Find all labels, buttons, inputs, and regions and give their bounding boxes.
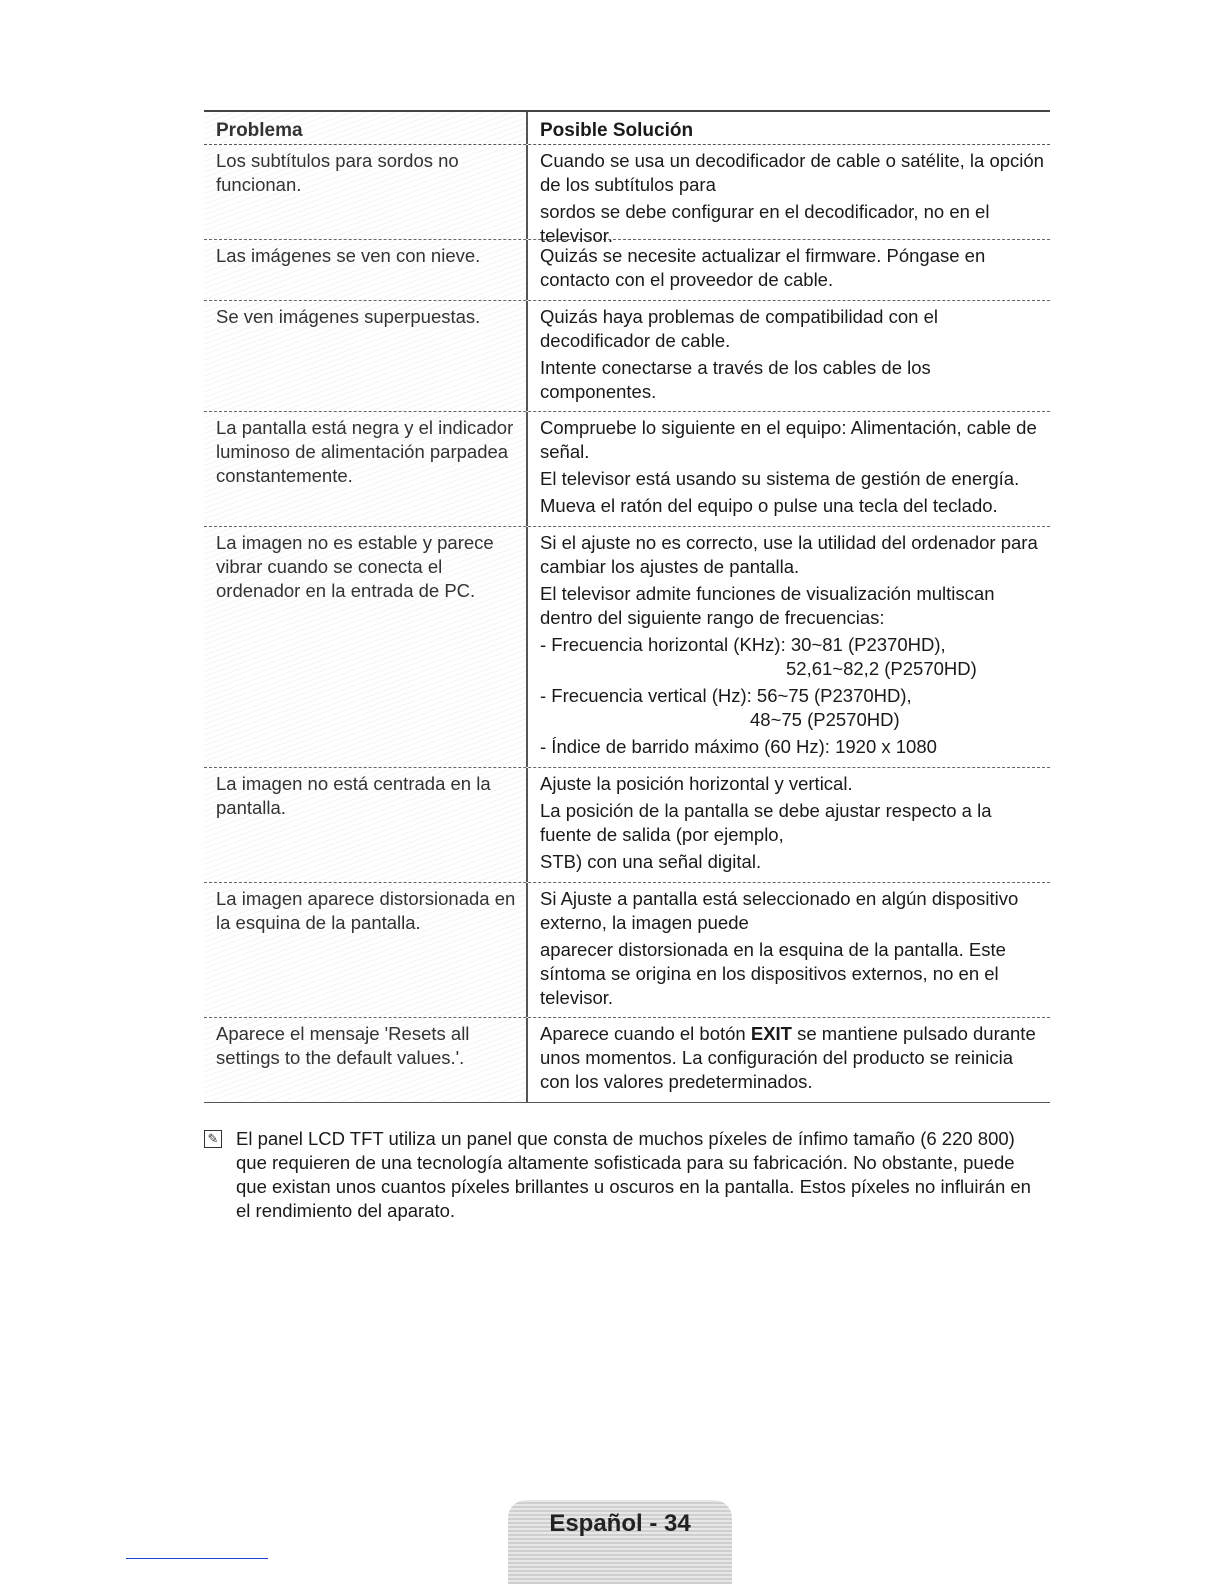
solution-line: Ajuste la posición horizontal y vertical. (540, 773, 853, 794)
solution-line: Compruebe lo siguiente en el equipo: Alimentación, cable de señal. (540, 417, 1037, 462)
page-label: Español - 34 (549, 1510, 691, 1537)
freq-vertical-2: 48~75 (P2570HD) (750, 709, 900, 730)
problem-cell: La imagen aparece distorsionada en la esquina de la pantalla. (204, 883, 528, 1017)
exit-key-label: EXIT (750, 1023, 792, 1044)
solution-line: sordos se debe configurar en el decodificador, no en el televisor. (540, 201, 990, 246)
page-number-badge (508, 1500, 732, 1584)
solution-line: aparecer distorsionada en la esquina de la pantalla. Este síntoma se origina en los dispositivos externos, no en el televisor. (540, 939, 1006, 1008)
solution-cell (528, 145, 1050, 246)
solution-line (540, 1022, 1046, 1094)
table-row (204, 145, 1050, 246)
table-row (204, 412, 1050, 527)
solution-line: STB) con una señal digital. (540, 851, 762, 872)
table-row (204, 301, 1050, 412)
problem-cell: La imagen no está centrada en la pantalla. (204, 768, 528, 882)
table-row (204, 883, 1050, 1018)
solution-cell (528, 527, 1050, 767)
note-icon: ✎ (204, 1130, 222, 1148)
lcd-note (200, 1127, 1050, 1223)
table-row (204, 240, 1050, 301)
solution-line: El televisor admite funciones de visualización multiscan dentro del siguiente rango de frecuencias: (540, 583, 995, 628)
solution-line: El televisor está usando su sistema de gestión de energía. (540, 468, 1020, 489)
troubleshooting-table (204, 110, 1050, 1103)
note-text: El panel LCD TFT utiliza un panel que consta de muchos píxeles de ínfimo tamaño (6 220 800) que requieren de una tecnología altamente sofisticada para su fabricación. No obstante, puede que existan unos cuantos píxeles brillantes u oscuros en la pantalla. Estos píxeles no influirán en el rendimiento del aparato. (236, 1128, 1031, 1221)
solution-line: Intente conectarse a través de los cables de los componentes. (540, 357, 931, 402)
solution-line: Si el ajuste no es correcto, use la utilidad del ordenador para cambiar los ajustes de pantalla. (540, 532, 1038, 577)
problem-cell: Aparece el mensaje 'Resets all settings to the default values.'. (204, 1018, 528, 1102)
table-row (204, 768, 1050, 883)
problem-cell: Se ven imágenes superpuestas. (204, 301, 528, 411)
solution-cell (528, 883, 1050, 1017)
header-problem: Problema (204, 112, 528, 144)
problem-cell: La imagen no es estable y parece vibrar cuando se conecta el ordenador en la entrada de PC. (204, 527, 528, 767)
problem-cell: Los subtítulos para sordos no funcionan. (204, 145, 528, 239)
table-row (204, 527, 1050, 768)
max-scan-rate: - Índice de barrido máximo (60 Hz): 1920 x 1080 (540, 736, 937, 757)
solution-line: Quizás se necesite actualizar el firmware. Póngase en contacto con el proveedor de cable. (540, 245, 986, 290)
solution-line: Quizás haya problemas de compatibilidad con el decodificador de cable. (540, 306, 938, 351)
problem-cell: La pantalla está negra y el indicador luminoso de alimentación parpadea constantemente. (204, 412, 528, 526)
divider-line (126, 1558, 268, 1559)
solution-text: Aparece cuando el botón (540, 1023, 751, 1044)
solution-cell (528, 768, 1050, 882)
table-header (204, 112, 1050, 145)
solution-text: se mantiene pulsado durante unos momentos. La configuración del producto se reinicia con los valores predeterminados. (540, 1023, 1036, 1092)
solution-cell (528, 1018, 1050, 1102)
table-row (204, 1018, 1050, 1102)
freq-horizontal: - Frecuencia horizontal (KHz): 30~81 (P2370HD), (540, 634, 946, 655)
solution-line: La posición de la pantalla se debe ajustar respecto a la fuente de salida (por ejemplo, (540, 800, 992, 845)
header-solution: Posible Solución (540, 120, 694, 141)
freq-horizontal-2: 52,61~82,2 (P2570HD) (786, 658, 977, 679)
solution-line: Si Ajuste a pantalla está seleccionado en algún dispositivo externo, la imagen puede (540, 888, 1019, 933)
solution-cell (528, 240, 1050, 300)
solution-cell (528, 301, 1050, 411)
freq-vertical: - Frecuencia vertical (Hz): 56~75 (P2370HD), (540, 685, 912, 706)
solution-line: Cuando se usa un decodificador de cable o satélite, la opción de los subtítulos para (540, 150, 1044, 195)
solution-cell (528, 412, 1050, 526)
problem-cell: Las imágenes se ven con nieve. (204, 240, 528, 300)
solution-line: Mueva el ratón del equipo o pulse una tecla del teclado. (540, 495, 998, 516)
